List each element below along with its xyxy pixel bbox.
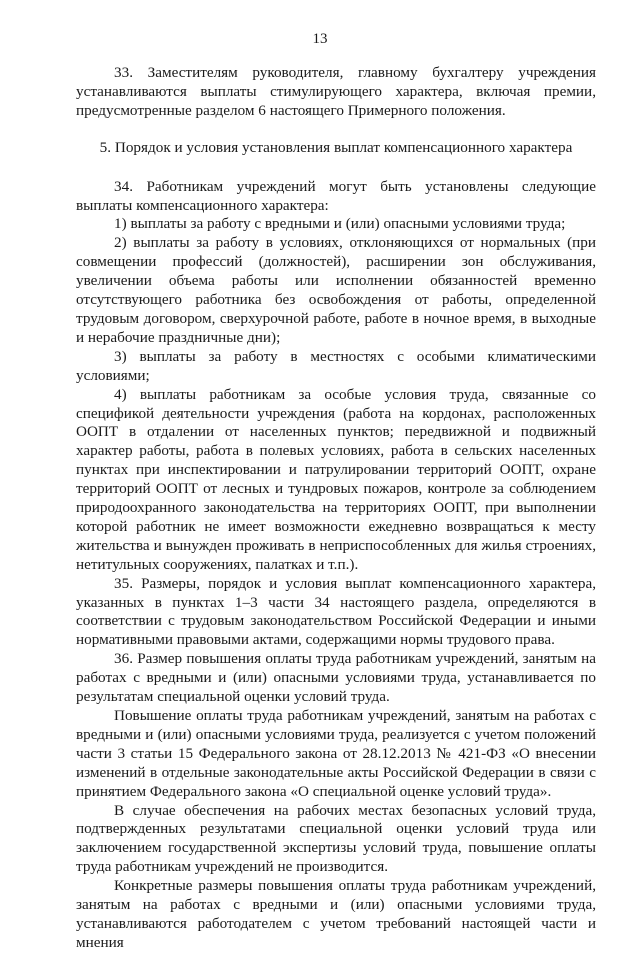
paragraph-34: 34. Работникам учреждений могут быть установлены следующие выплаты компенсационного характера: [76,177,596,214]
paragraph-36-safe-conditions: В случае обеспечения на рабочих местах безопасных условий труда, подтвержденных результатами специальной оценки условий труда или заключением государственной экспертизы условий труда, повышение оплаты труда работникам учреждений не производится. [76,801,596,876]
paragraph-36-increase: Повышение оплаты труда работникам учреждений, занятым на работах с вредными и (или) опасными условиями труда, реализуется с учетом положений части 3 статьи 15 Федерального закона от 28.12.2013 № 421-ФЗ «О внесении изменений в отдельные законодательные акты Российской Федерации в связи с принятием Федерального закона «О специальной оценке условий труда». [76,707,596,800]
list-item-2: 2) выплаты за работу в условиях, отклоняющихся от нормальных (при совмещении профессий (должностей), расширении зон обслуживания, увеличении объема работы или исполнении обязанностей временно отсутствующего работника без освобождения от работы, определенной трудовым договором, сверхурочной работе, работе в ночное время, в выходные и нерабочие праздничные дни); [76,234,596,346]
list-item-1: 1) выплаты за работу с вредными и (или) опасными условиями труда; [114,215,566,233]
paragraph-35: 35. Размеры, порядок и условия выплат компенсационного характера, указанных в пунктах 1–3 части 34 настоящего раздела, определяются в соответствии с трудовым законодательством Российской Федерации и иными нормативными правовыми актами, содержащими нормы трудового права. [76,574,596,649]
section-5-heading: 5. Порядок и условия установления выплат компенсационного характера [99,138,573,156]
paragraph-33: 33. Заместителям руководителя, главному бухгалтеру учреждения устанавливаются выплаты стимулирующего характера, включая премии, предусмотренные разделом 6 настоящего Примерного положения. [76,64,596,119]
list-item-3: 3) выплаты за работу в местностях с особыми климатическими условиями; [76,347,596,384]
paragraph-36: 36. Размер повышения оплаты труда работникам учреждений, занятым на работах с вредными и (или) опасными условиями труда, устанавливается по результатам специальной оценки условий труда. [76,650,596,706]
page-number: 13 [312,31,328,47]
document-body [76,64,596,953]
list-item-4: 4) выплаты работникам за особые условия труда, связанные со спецификой деятельности учреждения (работа на кордонах, расположенных ООПТ в отдалении от населенных пунктов; передвижной и подвижный характер работы, работа в полевых условиях, работа в сельских населенных пунктах при инспектировании и патрулировании территорий ООПТ, охране территорий ООПТ от лесных и тундровых пожаров, контроле за соблюдением природоохранного законодательства на территориях ООПТ, при выполнении которой работник не имеет возможности ежедневно возвращаться к месту жительства и вынужден проживать в неприспособленных для жилья строениях, нетитульных сооружениях, палатках и т.п.). [76,385,596,573]
paragraph-36-specific-sizes: Конкретные размеры повышения оплаты труда работникам учреждений, занятым на работах с вредными и (или) опасными условиями труда, устанавливаются работодателем с учетом требований настоящей части и мнения [76,877,596,951]
